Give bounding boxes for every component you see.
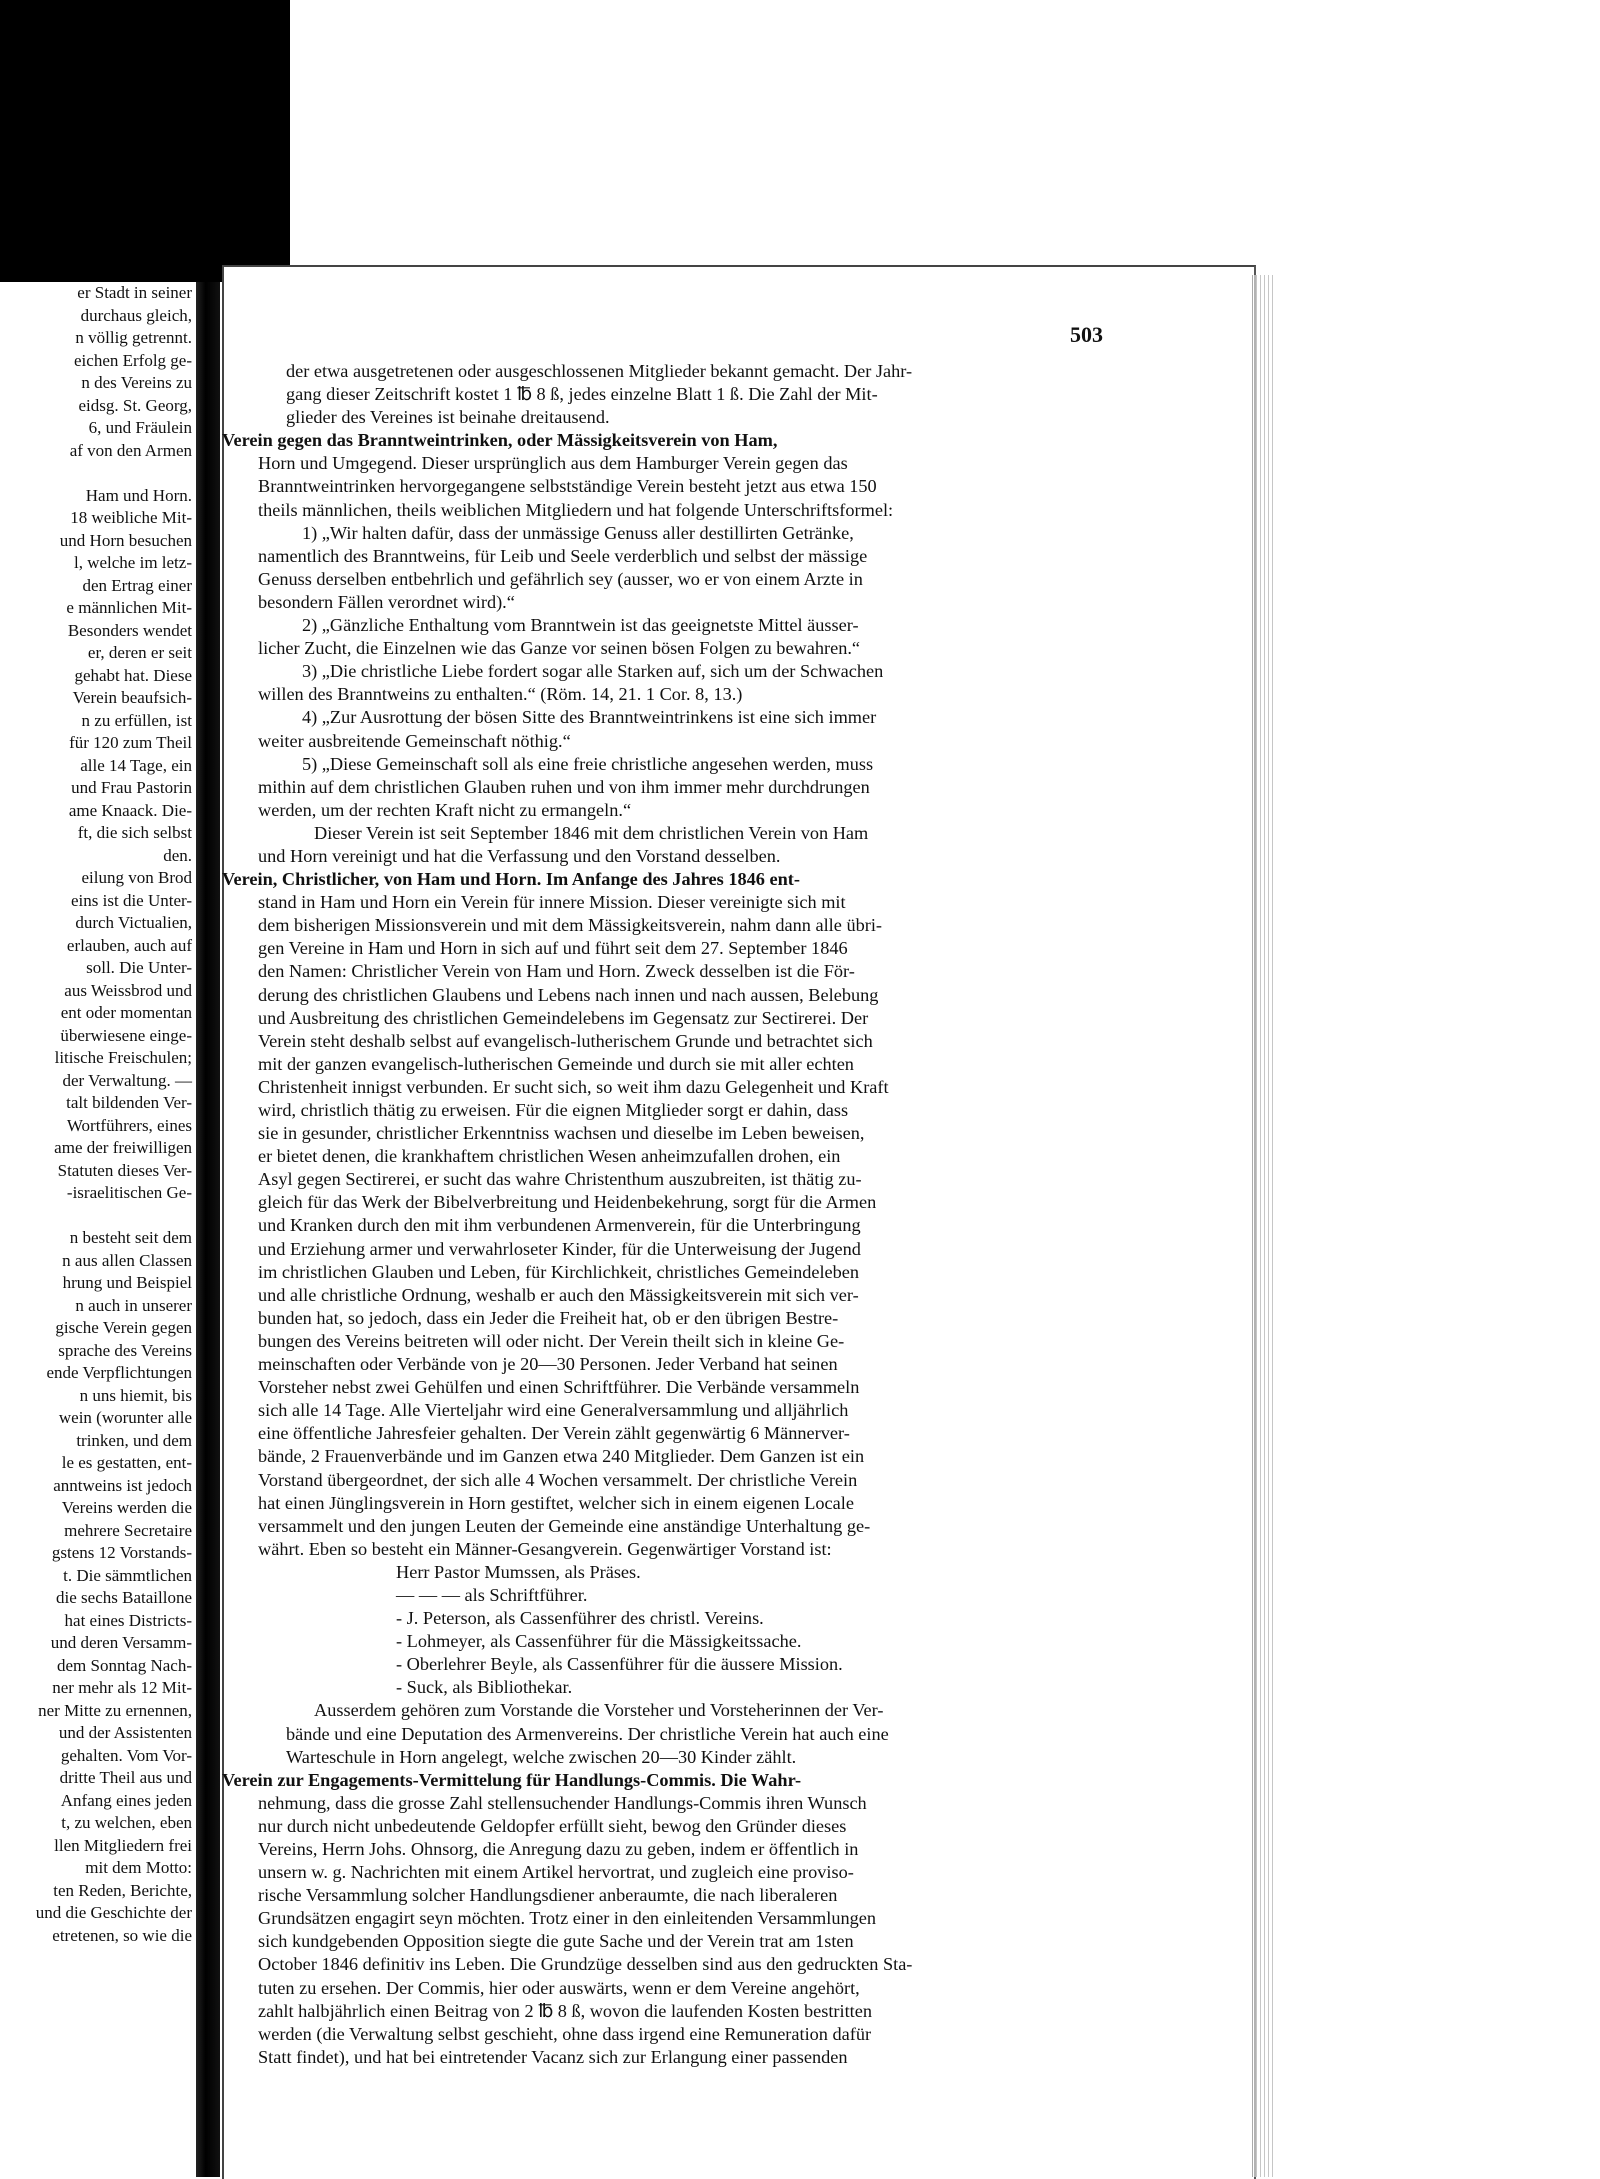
left-page-line: Anfang eines jeden <box>60 1790 192 1810</box>
text-line: versammelt und den jungen Leuten der Gemeinde eine anständige Unterhaltung ge- <box>258 1515 871 1536</box>
left-page-line: ende Verpflichtungen <box>46 1363 192 1382</box>
text-line: Warteschule in Horn angelegt, welche zwischen 20—30 Kinder zählt. <box>286 1746 797 1767</box>
left-page-line: -israelitischen Ge- <box>66 1183 192 1202</box>
text-line: werden (die Verwaltung selbst geschieht, ohne dass irgend eine Remuneration dafür <box>258 2023 872 2044</box>
left-page-line: ft, die sich selbst <box>77 823 192 842</box>
left-page-line: le es gestatten, ent- <box>61 1453 192 1472</box>
left-page-line: Ham und Horn. <box>85 485 192 505</box>
text-line: bände, 2 Frauenverbände und im Ganzen etwa 240 Mitglieder. Dem Ganzen ist ein <box>258 1446 865 1467</box>
text-line: October 1846 definitiv ins Leben. Die Grundzüge desselben sind aus den gedruckten Sta- <box>258 1954 913 1975</box>
text-line: Verein steht deshalb selbst auf evangelisch-lutherischem Grunde und betrachtet sich <box>258 1030 873 1051</box>
left-page-text <box>0 282 196 1947</box>
text-line: sich kundgebenden Opposition siegte die gute Sache und der Verein trat am 1sten <box>258 1931 854 1952</box>
text-line: bände und eine Deputation des Armenvereins. Der christliche Verein hat auch eine <box>286 1723 889 1744</box>
left-page-line: e männlichen Mit- <box>66 598 192 617</box>
text-line: glieder des Vereines ist beinahe dreitausend. <box>286 407 610 428</box>
left-page-line: überwiesene einge- <box>60 1025 192 1045</box>
left-page-line: hat eines Districts- <box>64 1610 192 1630</box>
left-page-line: und der Assistenten <box>58 1723 192 1742</box>
text-line: Vereins, Herrn Johs. Ohnsorg, die Anregung dazu zu geben, indem er öffentlich in <box>258 1839 859 1859</box>
entry-heading-line: Verein gegen das Branntweintrinken, oder Mässigkeitsverein von Ham, <box>222 430 778 451</box>
text-line: eine öffentliche Jahresfeier gehalten. Der Verein zählt gegenwärtig 6 Männerver- <box>258 1423 850 1444</box>
left-page-line: 18 weibliche Mit- <box>70 508 192 527</box>
text-line: Statt findet), und hat bei eintretender Vacanz sich zur Erlangung einer passenden <box>258 2046 848 2067</box>
entry-heading-line: Verein, Christlicher, von Ham und Horn. Im Anfange des Jahres 1846 ent- <box>222 869 800 890</box>
text-line: bunden hat, so jedoch, dass ein Jeder die Freiheit hat, ob er den übrigen Bestre- <box>258 1307 839 1328</box>
text-line: unsern w. g. Nachrichten mit einem Artikel hervortrat, und zugleich eine proviso- <box>258 1862 854 1883</box>
text-line: Grundsätzen engagirt seyn möchten. Trotz einer in den einleitenden Versammlungen <box>258 1908 877 1929</box>
text-line: wird, christlich thätig zu erweisen. Für die eignen Mitglieder sorgt er dahin, dass <box>258 1100 849 1120</box>
text-line: zahlt halbjährlich einen Beitrag von 2 ℔ 8 ß, wovon die laufenden Kosten bestritten <box>258 2000 873 2021</box>
left-page-line: n völlig getrennt. <box>75 328 192 347</box>
left-page-line: gstens 12 Vorstands- <box>51 1543 192 1562</box>
text-line: Christenheit innigst verbunden. Er sucht sich, so weit ihm dazu Gelegenheit und Kraft <box>258 1076 889 1097</box>
book-gutter <box>196 282 220 2177</box>
text-line: licher Zucht, die Einzelnen wie das Ganze vor seinen bösen Folgen zu bewahren.“ <box>258 638 861 659</box>
left-page-line: eidsg. St. Georg, <box>78 395 192 415</box>
left-page-line: talt bildenden Ver- <box>66 1093 192 1112</box>
left-page-line: soll. Die Unter- <box>86 958 192 977</box>
left-page-line: Vereins werden die <box>61 1498 192 1517</box>
text-line: 2) „Gänzliche Enthaltung vom Branntwein ist das geeignetste Mittel äusser- <box>302 615 859 636</box>
text-line: stand in Ham und Horn ein Verein für innere Mission. Dieser vereinigte sich mit <box>258 892 846 913</box>
left-page-line: und Frau Pastorin <box>71 778 192 797</box>
text-line: weiter ausbreitende Gemeinschaft nöthig.“ <box>258 730 571 751</box>
left-page-line <box>0 1205 196 1228</box>
left-page-line: Besonders wendet <box>67 620 192 640</box>
left-page-line: mit dem Motto: <box>85 1858 192 1877</box>
text-line: werden, um der rechten Kraft nicht zu ermangeln.“ <box>258 799 632 820</box>
left-page-line: n des Vereins zu <box>81 373 192 392</box>
left-page-line: ner Mitte zu ernennen, <box>38 1700 192 1720</box>
text-line: Herr Pastor Mumssen, als Präses. <box>396 1561 641 1582</box>
right-page-text <box>222 360 1138 2069</box>
left-page-line: gehabt hat. Diese <box>74 665 192 685</box>
left-page-line: und Horn besuchen <box>59 530 192 550</box>
page-edges <box>1252 275 1275 2177</box>
text-line: 1) „Wir halten dafür, dass der unmässige Genuss aller destillirten Getränke, <box>302 522 854 543</box>
text-line: hat einen Jünglingsverein in Horn gestiftet, welcher sich in einem eigenen Locale <box>258 1492 854 1513</box>
left-page-line: ner mehr als 12 Mit- <box>52 1678 192 1697</box>
text-line: bungen des Vereins beitreten will oder nicht. Der Verein theilt sich in kleine Ge- <box>258 1330 845 1351</box>
text-line: und Kranken durch den mit ihm verbundenen Armenverein, für die Unterbringung <box>258 1215 861 1236</box>
text-line: der etwa ausgetretenen oder ausgeschlossenen Mitglieder bekannt gemacht. Der Jahr- <box>286 361 913 381</box>
left-page-line: eichen Erfolg ge- <box>74 350 192 370</box>
left-page-line: n aus allen Classen <box>62 1250 192 1270</box>
left-page-line: sprache des Vereins <box>58 1340 192 1360</box>
left-page-line: für 120 zum Theil <box>69 733 192 752</box>
text-line: Ausserdem gehören zum Vorstande die Vorsteher und Vorsteherinnen der Ver- <box>314 1700 884 1721</box>
text-line: Asyl gegen Sectirerei, er sucht das wahre Christenthum auszubreiten, ist thätig zu- <box>258 1169 862 1190</box>
text-line: im christlichen Glauben und Leben, für Kirchlichkeit, christliches Gemeindeleben <box>258 1261 860 1282</box>
text-line: und Erziehung armer und verwahrloseter Kinder, für die Unterweisung der Jugend <box>258 1238 861 1259</box>
text-line: den Namen: Christlicher Verein von Ham und Horn. Zweck desselben ist die För- <box>258 961 855 982</box>
left-page-line: ame der freiwilligen <box>54 1138 192 1157</box>
text-line: dem bisherigen Missionsverein und mit dem Mässigkeitsverein, nahm dann alle übri- <box>258 915 882 936</box>
text-line: theils männlichen, theils weiblichen Mitgliedern und hat folgende Unterschriftsformel: <box>258 499 894 520</box>
text-line: meinschaften oder Verbände von je 20—30 Personen. Jeder Verband hat seinen <box>258 1354 838 1375</box>
left-page-line: Wortführers, eines <box>66 1115 192 1135</box>
left-page-line: durchaus gleich, <box>80 305 192 325</box>
text-line: mit der ganzen evangelisch-lutherischen Gemeinde und durch sie mit aller echten <box>258 1053 854 1074</box>
text-line: Vorsteher nebst zwei Gehülfen und einen Schriftführer. Die Verbände versammeln <box>258 1377 860 1398</box>
text-line: besondern Fällen verordnet wird).“ <box>258 591 515 612</box>
left-page-line: litische Freischulen; <box>54 1048 192 1067</box>
left-page-line: Statuten dieses Ver- <box>57 1160 192 1180</box>
left-page-line: n uns hiemit, bis <box>79 1385 192 1405</box>
left-page-line: er Stadt in seiner <box>77 283 192 302</box>
text-line: derung des christlichen Glaubens und Lebens nach innen und nach aussen, Belebung <box>258 984 879 1005</box>
left-page-line: erlauben, auch auf <box>66 935 192 955</box>
left-page-line: gische Verein gegen <box>55 1318 192 1337</box>
left-page-line: t. Die sämmtlichen <box>63 1565 192 1585</box>
text-line: gang dieser Zeitschrift kostet 1 ℔ 8 ß, jedes einzelne Blatt 1 ß. Die Zahl der Mit- <box>286 384 878 405</box>
text-line: Genuss derselben entbehrlich und gefährlich sey (ausser, wo er von einem Arzte in <box>258 568 863 589</box>
left-page-line: dem Sonntag Nach- <box>56 1655 192 1675</box>
text-line: - Lohmeyer, als Cassenführer für die Mässigkeitssache. <box>396 1631 802 1652</box>
text-line: Dieser Verein ist seit September 1846 mit dem christlichen Verein von Ham <box>314 822 869 843</box>
left-page-line: und die Geschichte der <box>35 1903 192 1922</box>
left-page-line: den. <box>163 845 192 865</box>
text-line: - Suck, als Bibliothekar. <box>396 1677 573 1698</box>
left-page-line: ten Reden, Berichte, <box>53 1880 192 1900</box>
left-page-line: eilung von Brod <box>81 868 192 887</box>
text-line: - J. Peterson, als Cassenführer des christl. Vereins. <box>396 1608 764 1629</box>
left-page-line: hrung und Beispiel <box>62 1273 192 1292</box>
text-line: - Oberlehrer Beyle, als Cassenführer für die äussere Mission. <box>396 1654 843 1675</box>
left-page-line: eins ist die Unter- <box>71 890 192 910</box>
left-page-line: anntweins ist jedoch <box>53 1475 192 1495</box>
text-line: sie in gesunder, christlicher Erkenntniss wachsen und dieselbe im Leben beweisen, <box>258 1123 865 1144</box>
left-page-line: und deren Versamm- <box>50 1633 192 1652</box>
text-line: gen Vereine in Ham und Horn in sich auf und führt seit dem 27. September 1846 <box>258 938 848 959</box>
left-page-line: er, deren er seit <box>87 643 192 662</box>
left-page-line: n besteht seit dem <box>69 1228 192 1247</box>
text-line: namentlich des Branntweins, für Leib und Seele verderblich und selbst der mässige <box>258 545 868 566</box>
left-page <box>0 282 196 2177</box>
text-line: Branntweintrinken hervorgegangene selbstständige Verein besteht jetzt aus etwa 150 <box>258 476 877 497</box>
left-page-line: den Ertrag einer <box>82 575 192 595</box>
left-page-line: n auch in unserer <box>75 1295 192 1315</box>
left-page-line: wein (worunter alle <box>58 1408 192 1427</box>
left-page-line: Verein beaufsich- <box>72 688 192 707</box>
text-line: und alle christliche Ordnung, weshalb er auch den Mässigkeitsverein mit sich ver- <box>258 1284 859 1305</box>
left-page-line: llen Mitgliedern frei <box>54 1835 192 1855</box>
left-page-line: mehrere Secretaire <box>64 1520 192 1540</box>
text-line: 4) „Zur Ausrottung der bösen Sitte des Branntweintrinkens ist eine sich immer <box>302 707 877 728</box>
left-page-line: l, welche im letz- <box>73 553 192 572</box>
text-line: er bietet denen, die krankhaftem christlichen Wesen anheimzufallen drohen, ein <box>258 1146 841 1167</box>
text-line: willen des Branntweins zu enthalten.“ (Röm. 14, 21. 1 Cor. 8, 13.) <box>258 684 743 705</box>
scan-background <box>0 0 290 282</box>
page-number: 503 <box>1070 322 1103 347</box>
left-page-line: dritte Theil aus und <box>59 1768 192 1787</box>
left-page-line: der Verwaltung. — <box>62 1070 192 1090</box>
text-line: rische Versammlung solcher Handlungsdiener anberaumte, die nach liberaleren <box>258 1885 838 1906</box>
text-line: Vorstand übergeordnet, der sich alle 4 Wochen versammelt. Der christliche Verein <box>258 1469 858 1490</box>
text-line: Horn und Umgegend. Dieser ursprünglich aus dem Hamburger Verein gegen das <box>258 453 848 474</box>
left-page-line: ame Knaack. Die- <box>68 800 192 820</box>
left-page-line: 6, und Fräulein <box>88 418 192 437</box>
left-page-line: trinken, und dem <box>76 1430 192 1450</box>
text-line: nehmung, dass die grosse Zahl stellensuchender Handlungs-Commis ihren Wunsch <box>258 1792 867 1813</box>
text-line: und Horn vereinigt und hat die Verfassung und den Vorstand desselben. <box>258 845 781 866</box>
text-line: gleich für das Werk der Bibelverbreitung und Heidenbekehrung, sorgt für die Armen <box>258 1192 877 1213</box>
left-page-line: af von den Armen <box>69 440 192 460</box>
left-page-line: aus Weissbrod und <box>64 980 192 1000</box>
text-line: nur durch nicht unbedeutende Geldopfer erfüllt sieht, bewog den Gründer dieses <box>258 1815 847 1836</box>
left-page-line <box>0 462 196 485</box>
text-line: währt. Eben so besteht ein Männer-Gesangverein. Gegenwärtiger Vorstand ist: <box>258 1538 832 1559</box>
text-line: — — — als Schriftführer. <box>396 1584 588 1605</box>
left-page-line: alle 14 Tage, ein <box>80 755 192 775</box>
left-page-line: etretenen, so wie die <box>52 1925 192 1945</box>
text-line: tuten zu ersehen. Der Commis, hier oder auswärts, wenn er dem Vereine angehört, <box>258 1977 860 1998</box>
text-line: und Ausbreitung des christlichen Gemeindelebens im Gegensatz zur Sectirerei. Der <box>258 1007 869 1028</box>
left-page-line: die sechs Bataillone <box>56 1588 192 1607</box>
entry-heading-line: Verein zur Engagements-Vermittelung für Handlungs-Commis. Die Wahr- <box>222 1769 802 1790</box>
left-page-line: gehalten. Vom Vor- <box>60 1745 192 1765</box>
text-line: sich alle 14 Tage. Alle Vierteljahr wird eine Generalversammlung und alljährlich <box>258 1400 849 1421</box>
text-line: mithin auf dem christlichen Glauben ruhen und von ihm immer mehr durchdrungen <box>258 776 870 797</box>
left-page-line: n zu erfüllen, ist <box>81 710 192 730</box>
text-line: 5) „Diese Gemeinschaft soll als eine freie christliche angesehen werden, muss <box>302 753 874 774</box>
left-page-line: durch Victualien, <box>75 913 192 932</box>
left-page-line: t, zu welchen, eben <box>61 1813 192 1832</box>
left-page-line: ent oder momentan <box>60 1003 192 1022</box>
text-line: 3) „Die christliche Liebe fordert sogar alle Starken auf, sich um der Schwachen <box>302 661 884 682</box>
